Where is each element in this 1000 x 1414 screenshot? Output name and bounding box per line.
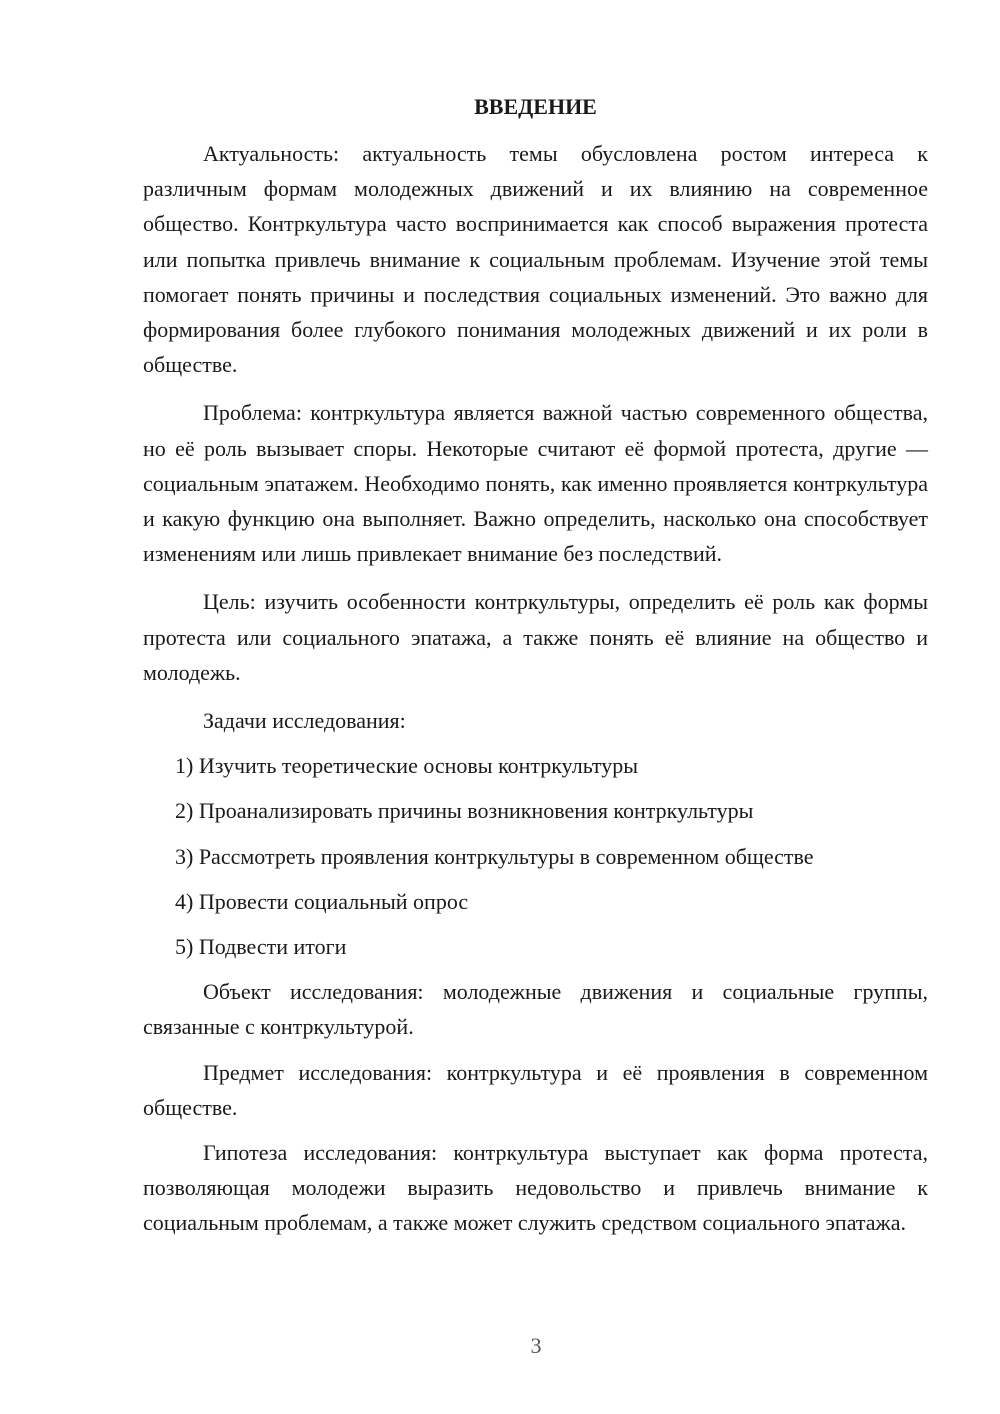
tasks-list xyxy=(143,748,928,964)
paragraph-hypothesis: Гипотеза исследования: контркультура выступает как форма протеста, позволяющая молодежи выразить недовольство и привлечь внимание к социальным проблемам, а также может служить средством социального эпатажа. xyxy=(143,1140,928,1236)
paragraph-object: Объект исследования: молодежные движения и социальные группы, связанные с контркультурой. xyxy=(143,979,928,1040)
list-item: 4) Провести социальный опрос xyxy=(175,888,469,914)
paragraph-subject: Предмет исследования: контркультура и её проявления в современном обществе. xyxy=(143,1059,928,1120)
paragraph-goal: Цель: изучить особенности контркультуры, определить её роль как формы протеста или социального эпатажа, а также понять её влияние на общество и молодежь. xyxy=(143,589,928,685)
list-item: 3) Рассмотреть проявления контркультуры в современном обществе xyxy=(175,843,814,869)
page-number: 3 xyxy=(530,1333,542,1358)
list-item: 1) Изучить теоретические основы контркультуры xyxy=(175,753,638,779)
page-title: ВВЕДЕНИЕ xyxy=(474,94,597,119)
tasks-heading: Задачи исследования: xyxy=(203,708,406,734)
list-item: 2) Проанализировать причины возникновения контркультуры xyxy=(175,798,754,824)
list-item: 5) Подвести итоги xyxy=(175,934,347,960)
document-page xyxy=(143,92,928,1251)
paragraph-problem: Проблема: контркультура является важной частью современного общества, но её роль вызывает споры. Некоторые считают её формой протеста, другие — социальным эпатажем. Необходимо понять, как именно проявляется контркультура и какую функцию она выполняет. Важно определить, насколько она способствует изменениям или лишь привлекает внимание без последствий. xyxy=(143,400,928,567)
paragraph-relevance: Актуальность: актуальность темы обусловлена ростом интереса к различным формам молодежных движений и их влиянию на современное общество. Контркультура часто воспринимается как способ выражения протеста или попытка привлечь внимание к социальным проблемам. Изучение этой темы помогает понять причины и последствия социальных изменений. Это важно для формирования более глубокого понимания молодежных движений и их роли в обществе. xyxy=(143,141,928,378)
